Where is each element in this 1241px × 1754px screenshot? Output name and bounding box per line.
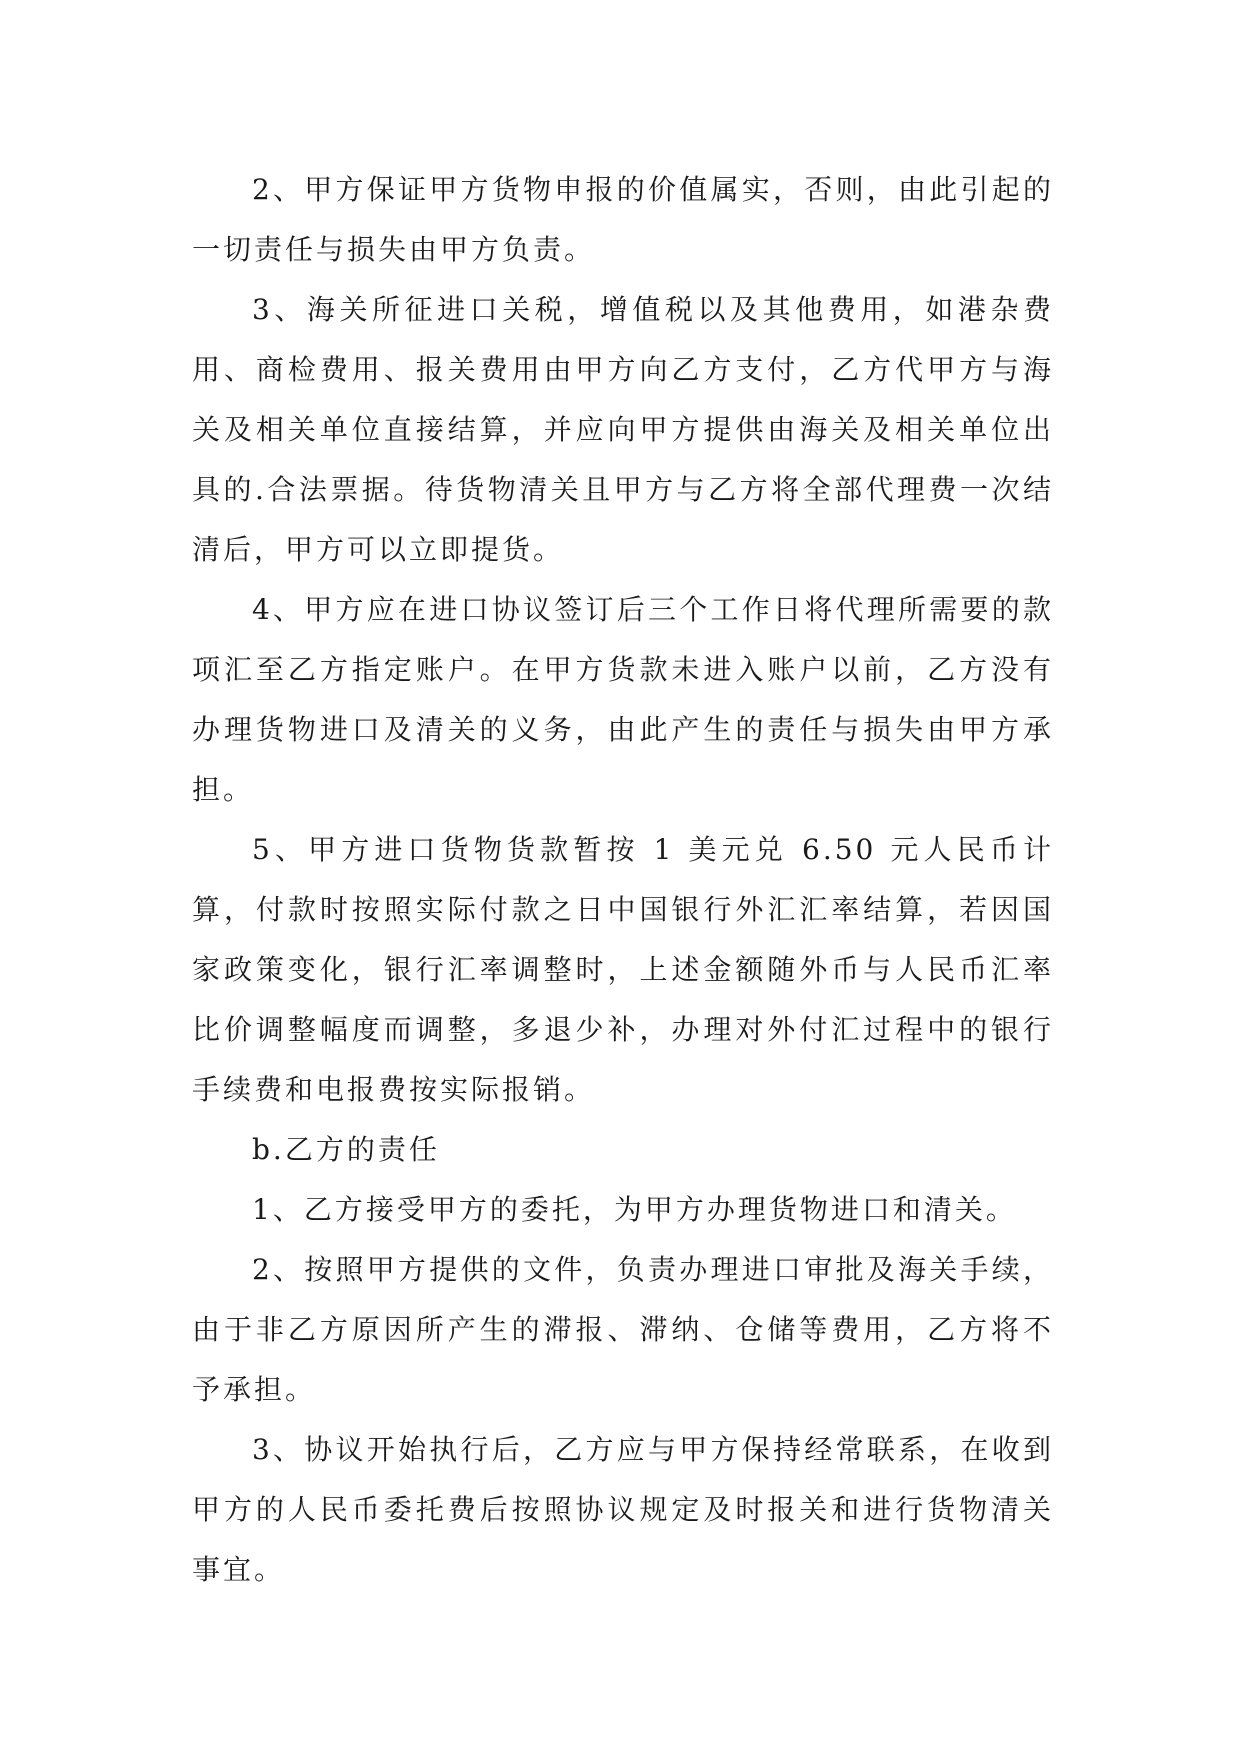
clause-a-3: 3、海关所征进口关税，增值税以及其他费用，如港杂费用、商检费用、报关费用由甲方向乙方支付，乙方代甲方与海关及相关单位直接结算，并应向甲方提供由海关及相关单位出具的.合法票据。待货物清关且甲方与乙方将全部代理费一次结清后，甲方可以立即提货。 — [192, 293, 1054, 566]
clause-b-3: 3、协议开始执行后，乙方应与甲方保持经常联系，在收到甲方的人民币委托费后按照协议规定及时报关和进行货物清关事宜。 — [192, 1433, 1054, 1586]
clause-a-4: 4、甲方应在进口协议签订后三个工作日将代理所需要的款项汇至乙方指定账户。在甲方货款未进入账户以前，乙方没有办理货物进口及清关的义务，由此产生的责任与损失由甲方承担。 — [192, 593, 1054, 806]
clause-b-1: 1、乙方接受甲方的委托，为甲方办理货物进口和清关。 — [252, 1193, 1017, 1226]
document-body — [192, 160, 1054, 1600]
clause-b-2: 2、按照甲方提供的文件，负责办理进口审批及海关手续，由于非乙方原因所产生的滞报、滞纳、仓储等费用，乙方将不予承担。 — [192, 1253, 1054, 1406]
clause-a-2: 2、甲方保证甲方货物申报的价值属实，否则，由此引起的一切责任与损失由甲方负责。 — [192, 173, 1054, 266]
clause-a-5: 5、甲方进口货物货款暂按 1 美元兑 6.50 元人民币计算，付款时按照实际付款之日中国银行外汇汇率结算，若因国家政策变化，银行汇率调整时，上述金额随外币与人民币汇率比价调整幅度而调整，多退少补，办理对外付汇过程中的银行手续费和电报费按实际报销。 — [192, 833, 1054, 1106]
section-heading-b: b.乙方的责任 — [252, 1133, 440, 1166]
